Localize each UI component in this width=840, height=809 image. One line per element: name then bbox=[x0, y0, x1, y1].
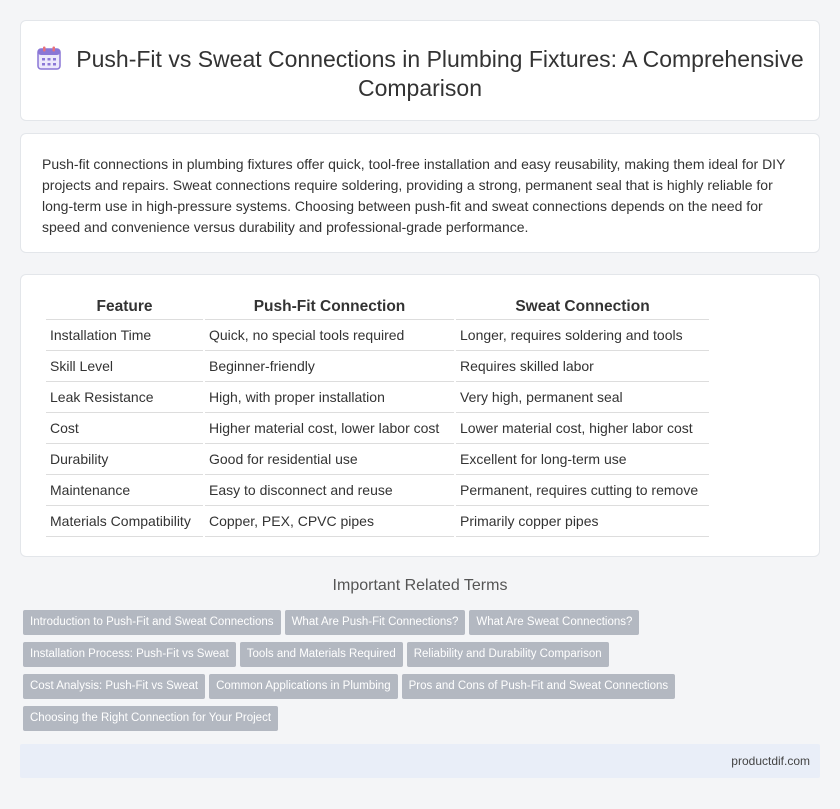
table-cell: Permanent, requires cutting to remove bbox=[456, 475, 709, 506]
table-cell: Good for residential use bbox=[205, 444, 454, 475]
header-feature: Feature bbox=[46, 294, 203, 320]
table-cell: Quick, no special tools required bbox=[205, 320, 454, 351]
table-cell: Cost bbox=[46, 413, 203, 444]
table-header-row bbox=[46, 294, 709, 320]
tag-row bbox=[23, 642, 818, 674]
related-term-tag[interactable]: Reliability and Durability Comparison bbox=[407, 642, 609, 667]
related-term-tag[interactable]: Installation Process: Push-Fit vs Sweat bbox=[23, 642, 236, 667]
header-push-fit: Push-Fit Connection bbox=[205, 294, 454, 320]
table-cell: Longer, requires soldering and tools bbox=[456, 320, 709, 351]
intro-paragraph: Push-fit connections in plumbing fixtures offer quick, tool-free installation and easy reusability, making them ideal for DIY projects and repairs. Sweat connections require soldering, providing a strong, permanent seal that is highly reliable for long-term use in high-pressure systems. Choosing between push-fit and sweat connections depends on the need for speed and convenience versus durability and professional-grade performance. bbox=[42, 156, 786, 235]
table-cell: Durability bbox=[46, 444, 203, 475]
title-card bbox=[20, 20, 820, 121]
table-cell: Installation Time bbox=[46, 320, 203, 351]
related-term-tag[interactable]: What Are Push-Fit Connections? bbox=[285, 610, 466, 635]
related-term-tag[interactable]: Cost Analysis: Push-Fit vs Sweat bbox=[23, 674, 205, 699]
related-term-tag[interactable]: Pros and Cons of Push-Fit and Sweat Connections bbox=[402, 674, 676, 699]
header-sweat: Sweat Connection bbox=[456, 294, 709, 320]
footer-site-link[interactable]: productdif.com bbox=[731, 754, 810, 768]
table-cell: Beginner-friendly bbox=[205, 351, 454, 382]
comparison-table bbox=[44, 294, 711, 537]
related-term-tag[interactable]: What Are Sweat Connections? bbox=[469, 610, 639, 635]
related-terms-heading: Important Related Terms bbox=[332, 577, 508, 594]
table-cell: Easy to disconnect and reuse bbox=[205, 475, 454, 506]
related-terms-list bbox=[23, 610, 818, 738]
calendar-icon bbox=[36, 45, 62, 71]
table-cell: Copper, PEX, CPVC pipes bbox=[205, 506, 454, 537]
tag-row bbox=[23, 706, 818, 738]
table-cell: Primarily copper pipes bbox=[456, 506, 709, 537]
table-cell: Skill Level bbox=[46, 351, 203, 382]
table-cell: Requires skilled labor bbox=[456, 351, 709, 382]
table-row bbox=[46, 475, 709, 506]
table-cell: Leak Resistance bbox=[46, 382, 203, 413]
table-cell: Maintenance bbox=[46, 475, 203, 506]
tag-row bbox=[23, 674, 818, 706]
tag-row bbox=[23, 610, 818, 642]
table-row bbox=[46, 444, 709, 475]
table-cell: High, with proper installation bbox=[205, 382, 454, 413]
intro-card bbox=[20, 133, 820, 253]
table-cell: Materials Compatibility bbox=[46, 506, 203, 537]
table-cell: Excellent for long-term use bbox=[456, 444, 709, 475]
related-term-tag[interactable]: Introduction to Push-Fit and Sweat Connections bbox=[23, 610, 281, 635]
footer bbox=[20, 744, 820, 778]
table-row bbox=[46, 351, 709, 382]
table-row bbox=[46, 506, 709, 537]
page-header bbox=[21, 45, 819, 103]
table-row bbox=[46, 320, 709, 351]
table-row bbox=[46, 382, 709, 413]
page-title: Push-Fit vs Sweat Connections in Plumbing Fixtures: A Comprehensive Comparison bbox=[76, 46, 804, 101]
related-term-tag[interactable]: Choosing the Right Connection for Your Project bbox=[23, 706, 278, 731]
table-cell: Higher material cost, lower labor cost bbox=[205, 413, 454, 444]
related-term-tag[interactable]: Tools and Materials Required bbox=[240, 642, 403, 667]
comparison-card bbox=[20, 274, 820, 557]
table-cell: Lower material cost, higher labor cost bbox=[456, 413, 709, 444]
table-cell: Very high, permanent seal bbox=[456, 382, 709, 413]
table-row bbox=[46, 413, 709, 444]
related-term-tag[interactable]: Common Applications in Plumbing bbox=[209, 674, 398, 699]
